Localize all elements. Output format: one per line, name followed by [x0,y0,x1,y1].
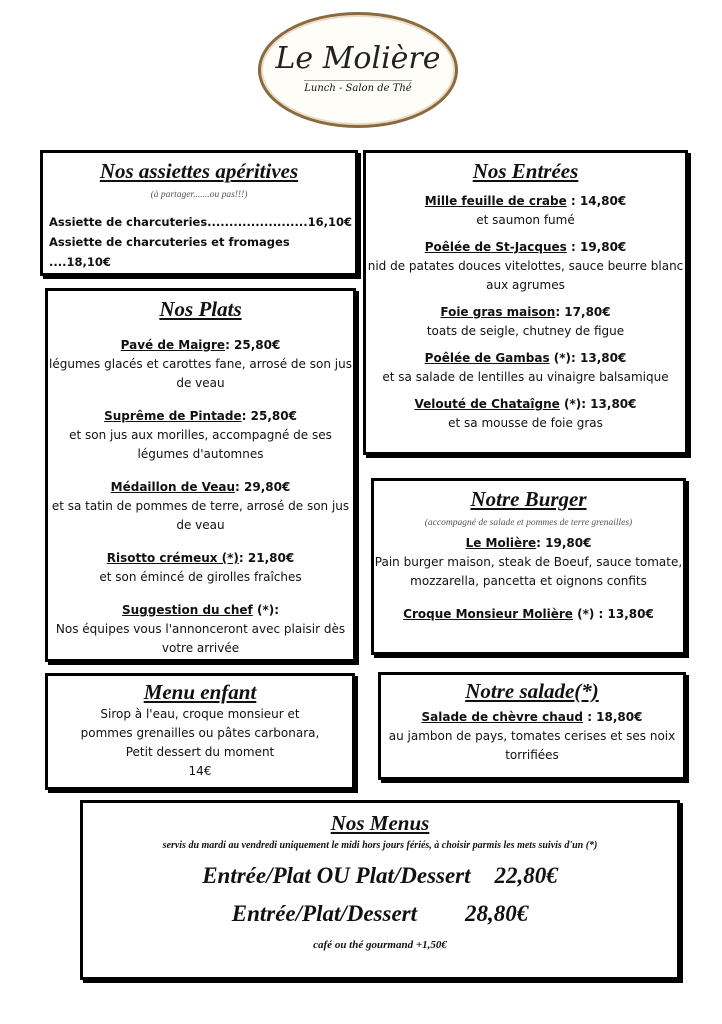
item-name: Mille feuille de crabe [424,194,567,208]
item-desc: et sa mousse de foie gras [448,416,603,430]
item-desc: et son jus aux morilles, accompagné de ses légumes d'automnes [69,428,332,461]
aperitives-section [40,150,358,276]
item-name: Poêlée de St-Jacques [424,240,567,254]
item-desc: au jambon de pays, tomates cerises et ses noix torrifiées [388,729,676,762]
section-title: Notre Burger [470,487,587,511]
item-name: Risotto crémeux (*) [106,551,239,565]
item-price: : 25,80€ [225,338,281,352]
item-desc: légumes glacés et carottes fane, arrosé de son jus de veau [49,357,352,390]
item-name: Pavé de Maigre [120,338,226,352]
item-desc: et sa salade de lentilles au vinaigre balsamique [382,370,669,384]
section-title: Nos Entrées [472,159,579,183]
menu-item [366,192,685,230]
logo-subtitle: Lunch - Salon de Thé [304,80,411,94]
item-desc: et son émincé de girolles fraîches [99,570,302,584]
formula-label: Entrée/Plat OU Plat/Dessert [202,863,471,888]
item-price: (*) : 13,80€ [572,607,654,621]
section-title: Nos assiettes apéritives [99,159,299,183]
menu-item [48,478,353,535]
menu-item [374,605,683,624]
item-name: Foie gras maison [440,305,556,319]
menu-item [48,601,353,658]
menu-item [374,534,683,591]
menu-item [381,708,683,765]
salade-section [378,672,686,780]
item-price: : 17,80€ [555,305,611,319]
section-title: Notre salade(*) [465,679,599,703]
item-price: : 19,80€ [566,240,627,254]
item-name: Suprême de Pintade [104,409,242,423]
item-desc: Nos équipes vous l'annonceront avec plaisir dès votre arrivée [55,622,346,655]
menu-item [366,349,685,387]
formula [83,863,677,889]
section-title: Nos Menus [330,811,430,835]
burger-section [371,478,686,655]
entrees-section [363,150,688,455]
logo-name: Le Molière [275,41,441,76]
menu-item [366,395,685,433]
section-title: Menu enfant [143,680,257,704]
section-note: (à partager.......ou pas!!!) [150,190,248,200]
item-price: 14€ [188,764,212,778]
section-title: Nos Plats [159,297,242,321]
menus-extra: café ou thé gourmand +1,50€ [313,939,447,951]
enfant-section [45,673,355,790]
item-price: : 19,80€ [536,536,592,550]
item-name: Suggestion du chef [121,603,253,617]
section-note: servis du mardi au vendredi uniquement le midi hors jours fériés, à choisir parmis les mets suivis d'un (*) [162,840,598,851]
item-price: (*): 13,80€ [559,397,637,411]
item-name: Croque Monsieur Molière [403,607,573,621]
menu-item [366,303,685,341]
item-name: Velouté de Chataîgne [414,397,560,411]
item-desc: toats de seigle, chutney de figue [426,324,625,338]
item-name: Salade de chèvre chaud [421,710,584,724]
item-desc: et saumon fumé [476,213,575,227]
menu-item [48,549,353,587]
logo [258,12,458,128]
item-name: Le Molière [465,536,537,550]
menu-item [366,238,685,295]
item-desc: Pain burger maison, steak de Boeuf, sauce tomate, mozzarella, pancetta et oignons confits [374,555,683,588]
item-desc: Sirop à l'eau, croque monsieur et pommes grenailles ou pâtes carbonara, Petit dessert du moment [80,707,320,759]
menu-row: Assiette de charcuteries.......................16,10€ [49,215,353,229]
item-price: (*): [252,603,280,617]
item-price: : 25,80€ [241,409,297,423]
menus-section [80,800,680,980]
formula [83,901,677,927]
menu-row: Assiette de charcuteries et fromages ....18,10€ [49,235,290,269]
item-desc: et sa tatin de pommes de terre, arrosé de son jus de veau [51,499,350,532]
menu-item [48,407,353,464]
item-desc: nid de patates douces vitelottes, sauce beurre blanc aux agrumes [367,259,684,292]
formula-label: Entrée/Plat/Dessert [231,901,418,926]
item-price: : 29,80€ [235,480,291,494]
plats-section [45,288,356,662]
section-note: (accompagné de salade et pommes de terre grenailles) [424,518,633,528]
menu-item [48,336,353,393]
item-name: Poêlée de Gambas [424,351,550,365]
item-name: Médaillon de Veau [110,480,236,494]
item-price: (*): 13,80€ [549,351,627,365]
item-price: : 18,80€ [583,710,643,724]
formula-price: 22,80€ [494,863,558,888]
item-price: : 14,80€ [566,194,627,208]
formula-price: 28,80€ [465,901,529,926]
item-price: : 21,80€ [238,551,295,565]
